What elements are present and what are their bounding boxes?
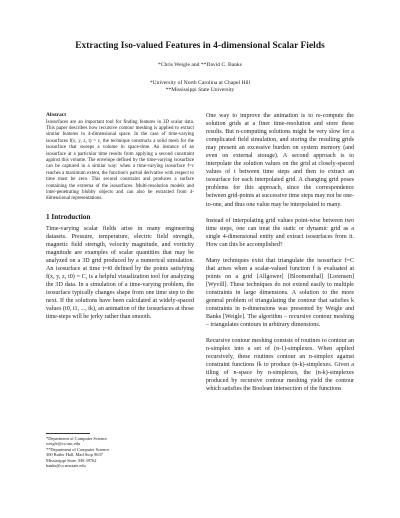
paper-title: Extracting Iso-valued Features in 4-dimensional Scalar Fields xyxy=(75,41,325,51)
footnote-line: *Department of Computer Science xyxy=(46,436,108,441)
footnote-line: 300 Butler Hall, Mail Stop 9637 xyxy=(46,452,103,458)
footnotes xyxy=(46,433,194,468)
body-paragraph: Instead of interpolating grid values point-wise between two time steps, one can treat the static or dynamic grid as a single 4-dimensional entity and extract isosurfaces from it. How can this be accomplished? xyxy=(206,217,354,248)
abstract-heading: Abstract xyxy=(46,112,67,118)
affiliation-unc: *University of North Carolina at Chapel Hill xyxy=(149,80,251,86)
body-paragraph: Recursive contour meshing consists of routines to contour an n-simplex into a set of (n-1)-simplexes. When applied recursively, these routines contour an n-simplex against constraint functions fk to produce (n-k)-simplexes. Given a tiling of n-space by n-simplexes, the (n-k)-simplexes produced by recursive contour meshing yield the contour which satisfies the Boolean intersection of the functions xyxy=(206,338,354,393)
abstract-text: Isosurfaces are an important tool for finding features in 3D scalar data. This paper describes how recursive contour meshing is applied to extract similar features in 4-dimensional space. In the case of time-varying isosurfaces f(x, y, z, t) = c, the technique constructs a solid mesh for the isosurface that sweeps a volume in space-time. An instance of an isosurface at a particular time results from applying a second constraint against this volume. The envelope defined by the time-varying isosurface can be captured in a similar way: when a time-varying isosurface f=c reaches a maximum extent, the function's partial derivative with respect to time must be zero. This second constraint and produces a surface containing the extrema of the isosurfaces. Multi-resolution models and inter-penetrating blobby objects and can also be extracted from 4-dimensional representations. xyxy=(46,119,194,202)
footnote-line: banks@cs.msstate.edu xyxy=(46,463,86,469)
body-paragraph: Many techniques exist that triangulate the isosurface f=C that arises when a scalar-valued function f is evaluated at points on a grid [Allgower] [Bloomenthal] [Lorensen] [Wyvill]. These techniques do not extend easily to multiple constraints in large dimensions. A solution to the more general problem of triangulating the contour that satisfies k constraints in n-dimensions was presented by Weigle and Banks [Weigle]. The algorithm – recursive contour meshing – triangulates contours in arbitrary dimensions. xyxy=(206,257,354,329)
footnote-line: Mississippi State, MS 39762 xyxy=(46,457,97,463)
left-column xyxy=(46,112,194,321)
affiliation-msu: **Mississippi State University xyxy=(165,87,235,94)
footnote-rule xyxy=(46,433,90,434)
right-column xyxy=(206,112,354,402)
footnote-line: **Department of Computer Science xyxy=(46,446,110,452)
footnote-line: weigle@cs.unc.edu xyxy=(46,441,81,447)
affiliations xyxy=(0,80,400,94)
introduction-heading: 1 Introduction xyxy=(46,212,91,221)
introduction-paragraph: Time-varying scalar fields arise in many engineering datasets. Pressure, temperature, electric field strength, magnetic field strength, velocity magnitude, and vorticity magnitude are examples of scalar quantities that may be analyzed on a 3D grid produced by a numerical simulation. An isosurface at time t=t0 defined by the points satisfying f(x, y, z, t0) = C, is a helpful visualization tool for analyzing the 3D data. In a simulation of a time-varying problem, the isosurface typically changes shape from one time step to the next. If the solutions have been calculated at widely-spaced values (t0, t1, ..., tk), an animation of the isosurfaces at those time-steps will be jerky rather than smooth. xyxy=(46,225,194,321)
body-paragraph: One way to improve the animation is to re-compute the solution grids at a finer time-resolution and store these results. But n-computing solutions might be very slow for a complicated field simulation, and storing the resulting grids may present an excessive burden on system memory (and even on external storage). A second approach is to interpolate the solution values on the grid at closely-spaced values of t between time steps and then to extract an isosurface for each interpolated grid. A changing grid poses problems for this approach, since the correspondence between grid-points at successive time steps may not be one-to-one, and thus one value may be interpolated to many. xyxy=(206,113,354,208)
author-line: *Chris Weigle and **David C. Banks xyxy=(158,62,242,68)
